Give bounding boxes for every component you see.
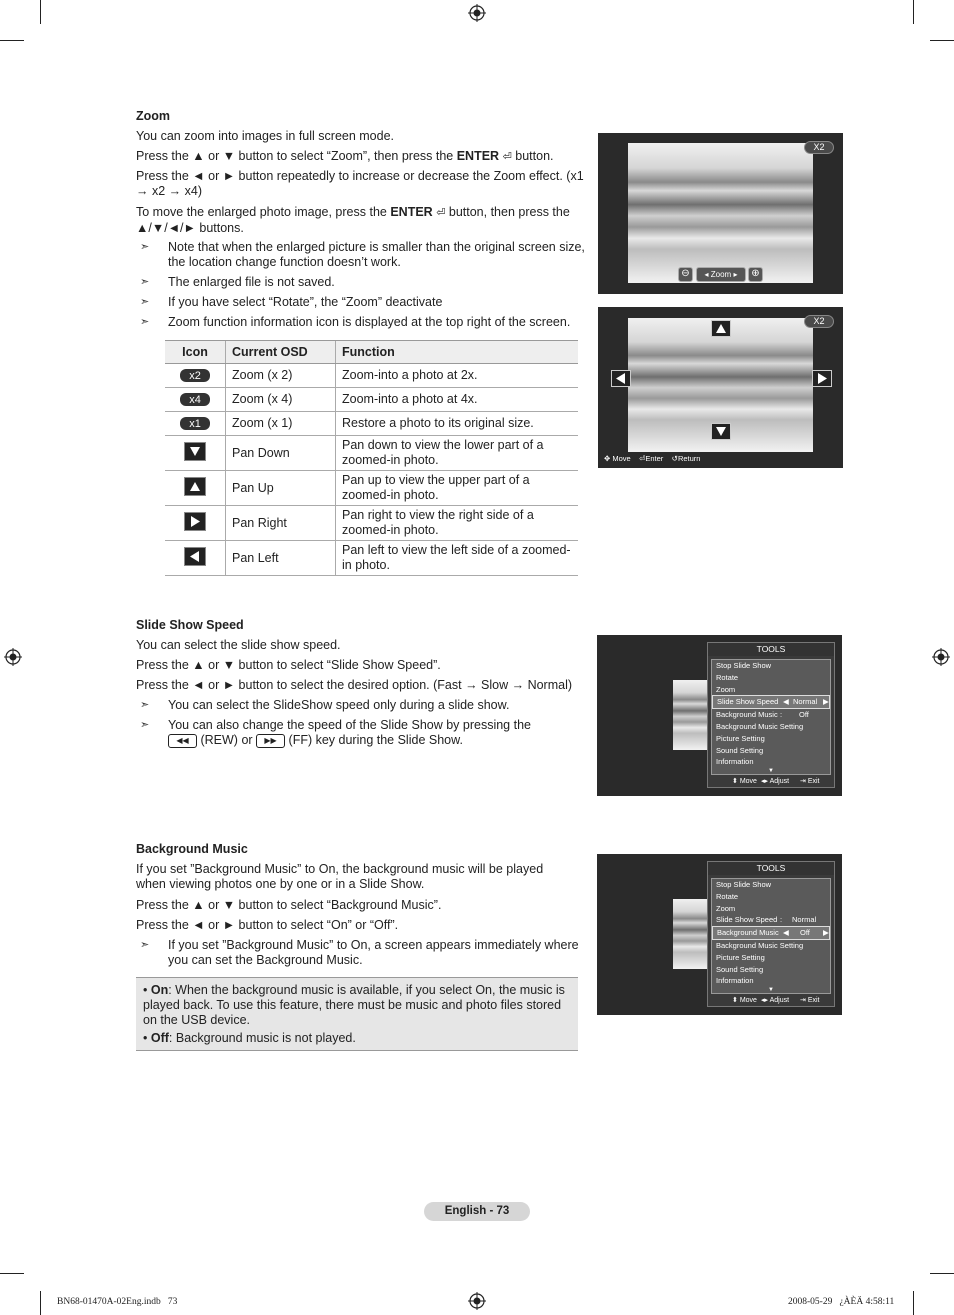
tools-exit	[800, 996, 820, 1004]
tools-move	[732, 777, 757, 785]
note-text: If you set ”Background Music” to On, a screen appears immediately where you can set the Background Music.	[168, 938, 579, 967]
table-cell: Pan Right	[226, 506, 336, 541]
music-value: Off	[799, 710, 809, 720]
slideshow-intro: You can select the slide show speed.	[136, 638, 341, 652]
note-text-part: You can also change the speed of the Slide Show by pressing the	[168, 718, 531, 732]
table-header: Current OSD	[226, 341, 336, 364]
pan-right-icon[interactable]	[812, 370, 832, 387]
tools-item-sound-setting[interactable]: Sound Setting	[716, 964, 764, 974]
table-cell: Zoom-into a photo at 4x.	[336, 388, 579, 412]
tools-list	[711, 659, 831, 775]
music-step-2: Press the ◄ or ► button to select “On” or “Off”.	[136, 918, 399, 932]
enter-label: Enter	[645, 454, 664, 463]
slideshow-screen	[597, 635, 842, 796]
registration-mark-icon	[932, 648, 950, 666]
music-intro: If you set ”Background Music” to On, the background music will be played when viewing photos one by one or in a Slide Show.	[136, 862, 544, 891]
table-row	[165, 471, 578, 506]
exit-icon: ⇥	[800, 778, 806, 785]
zoom-heading: Zoom	[136, 109, 171, 123]
enter-icon: ⏎	[436, 207, 446, 219]
note-arrow-icon: ➣	[140, 316, 150, 328]
item-left-arrow-icon: ◀	[783, 928, 789, 938]
tools-move	[732, 996, 757, 1004]
table-header: Function	[336, 341, 579, 364]
crop-mark	[913, 0, 914, 24]
tools-adjust	[761, 996, 789, 1004]
note-arrow-icon: ➣	[140, 699, 150, 711]
tools-item-sound-setting[interactable]: Sound Setting	[716, 745, 764, 755]
tools-exit	[800, 777, 820, 785]
item-label: Background Music	[717, 928, 779, 938]
zoom-step-1	[136, 149, 586, 165]
page-number: English - 73	[424, 1202, 530, 1221]
crop-mark	[913, 1291, 914, 1315]
zoom-x2-icon: x2	[180, 369, 210, 382]
zoom-screen-2	[598, 307, 843, 468]
note-text: Note that when the enlarged picture is smaller than the original screen size, the location change function doesn’t work.	[168, 240, 585, 269]
tools-item-background-music[interactable]	[712, 709, 830, 721]
option-label: Off	[150, 1031, 169, 1045]
tools-item-slide-show-speed[interactable]	[712, 914, 830, 926]
enter-label: ENTER	[456, 149, 500, 163]
registration-mark-icon	[4, 648, 22, 666]
note-text-part: (REW) or	[200, 733, 253, 747]
item-label: Slide Show Speed	[717, 697, 779, 707]
music-step-1: Press the ▲ or ▼ button to select “Background Music”.	[136, 898, 442, 912]
zoom-label-box	[696, 267, 746, 282]
zoom-step-3-text: To move the enlarged photo image, press the	[136, 205, 391, 219]
zoom-out-icon[interactable]: ⊖	[678, 267, 693, 282]
table-cell: Pan up to view the upper part of a zoomed-in photo.	[336, 471, 579, 506]
tools-menu	[707, 642, 835, 788]
zoom-level-badge: X2	[804, 141, 834, 154]
speed-value: Normal	[793, 697, 818, 707]
exit-label: Exit	[807, 778, 820, 785]
zoom-bar-label: Zoom	[710, 270, 732, 279]
left-right-icon: ◂▸	[761, 997, 769, 1004]
down-arrow-icon	[184, 442, 206, 461]
table-row	[165, 436, 578, 471]
tools-adjust	[761, 777, 789, 785]
move-icon: ✥	[604, 454, 611, 463]
table-cell: Pan Down	[226, 436, 336, 471]
table-cell: Pan left to view the left side of a zoomed-in photo.	[336, 541, 579, 576]
music-heading: Background Music	[136, 842, 248, 856]
zoom-step-1-text: Press the ▲ or ▼ button to select “Zoom”, then press the	[136, 149, 457, 163]
adjust-label: Adjust	[769, 997, 790, 1004]
option-off: • Off: Background music is not played.	[143, 1031, 356, 1045]
option-text: : Background music is not played.	[168, 1031, 356, 1045]
table-cell: Pan Left	[226, 541, 336, 576]
exit-icon: ⇥	[800, 997, 806, 1004]
table-cell: Pan down to view the lower part of a zoomed-in photo.	[336, 436, 579, 471]
zoom-step-2: Press the ◄ or ► button repeatedly to increase or decrease the Zoom effect. (x1 → x2 → x4)	[136, 169, 584, 198]
move-label: Move	[739, 778, 757, 785]
file-name: BN68-01470A-02Eng.indb 73	[57, 1297, 178, 1307]
item-label: Slide Show Speed	[716, 915, 778, 925]
note-text: Zoom function information icon is displayed at the top right of the screen.	[168, 315, 571, 329]
photo	[673, 680, 707, 750]
screen-footer	[604, 454, 700, 463]
item-label: Background Music	[716, 710, 778, 720]
table-row	[165, 412, 578, 436]
left-right-icon: ◂▸	[761, 778, 769, 785]
tools-item-information[interactable]: Information	[716, 757, 754, 767]
note-arrow-icon: ➣	[140, 241, 150, 253]
photo	[673, 899, 707, 969]
item-separator: :	[780, 710, 783, 720]
table-cell: Pan right to view the right side of a zoomed-in photo.	[336, 506, 579, 541]
tools-item-slide-show-speed[interactable]	[712, 695, 830, 709]
music-value: Off	[800, 928, 810, 938]
small-right-arrow-icon: ▸	[731, 270, 738, 279]
zoom-step-1-end: button.	[511, 149, 554, 163]
table-cell: Zoom (x 4)	[226, 388, 336, 412]
note-arrow-icon: ➣	[140, 939, 150, 951]
crop-mark	[40, 1291, 41, 1315]
table-cell: Pan Up	[226, 471, 336, 506]
tools-item-picture-setting[interactable]: Picture Setting	[716, 952, 765, 962]
zoom-x1-icon: x1	[180, 417, 210, 430]
zoom-step-3-end: button, then press the ▲/▼/◄/► buttons.	[136, 205, 570, 235]
note-text-part: (FF) key during the Slide Show.	[288, 733, 463, 747]
right-arrow-icon	[184, 512, 206, 531]
tools-item-stop-slide-show[interactable]: Stop Slide Show	[716, 880, 772, 889]
tools-item-information[interactable]: Information	[716, 976, 754, 986]
up-down-icon: ⬍	[732, 778, 738, 785]
enter-icon: ⏎	[639, 454, 646, 463]
return-label: Return	[677, 454, 701, 463]
table-cell: Zoom-into a photo at 2x.	[336, 364, 579, 388]
exit-label: Exit	[807, 997, 820, 1004]
enter-label: ENTER	[390, 205, 433, 219]
scroll-down-icon[interactable]: ▼	[768, 987, 774, 994]
pan-left-icon[interactable]	[611, 370, 631, 387]
music-screen	[597, 854, 842, 1015]
registration-mark-icon	[468, 1292, 486, 1310]
registration-mark-icon	[468, 4, 486, 22]
note-text: The enlarged file is not saved.	[168, 275, 335, 289]
crop-mark	[930, 40, 954, 41]
left-arrow-icon	[184, 547, 206, 566]
crop-mark	[0, 40, 24, 41]
tools-title: TOOLS	[708, 862, 834, 875]
music-options-box	[136, 977, 578, 1051]
table-row	[165, 364, 578, 388]
return-icon: ↺	[671, 454, 678, 463]
zoom-in-icon[interactable]: ⊕	[748, 267, 763, 282]
table-cell: Zoom (x 1)	[226, 412, 336, 436]
zoom-intro: You can zoom into images in full screen mode.	[136, 129, 395, 143]
up-arrow-icon	[184, 477, 206, 496]
slideshow-heading: Slide Show Speed	[136, 618, 244, 632]
tools-item-zoom[interactable]: Zoom	[716, 903, 736, 913]
item-right-arrow-icon: ▶	[823, 697, 829, 707]
tools-item-background-music-setting[interactable]: Background Music Setting	[716, 940, 804, 950]
crop-mark	[930, 1273, 954, 1274]
tools-list	[711, 878, 831, 994]
table-row	[165, 388, 578, 412]
table-header: Icon	[165, 341, 226, 364]
note-arrow-icon: ➣	[140, 276, 150, 288]
table-cell: Restore a photo to its original size.	[336, 412, 579, 436]
tools-item-background-music-setting[interactable]: Background Music Setting	[716, 721, 804, 731]
tools-title: TOOLS	[708, 643, 834, 656]
slideshow-step-2: Press the ◄ or ► button to select the desired option. (Fast → Slow → Normal)	[136, 678, 573, 692]
tools-item-rotate[interactable]: Rotate	[716, 891, 739, 901]
option-label: On	[150, 983, 169, 997]
zoom-x4-icon: x4	[180, 393, 210, 406]
crop-mark	[40, 0, 41, 24]
tools-menu	[707, 861, 835, 1007]
option-on: • On: When the background music is available, if you select On, the music is played back. To use this feature, there must be music and photo files stored on the USB device.	[143, 983, 565, 1027]
tools-item-rotate[interactable]: Rotate	[716, 672, 739, 682]
speed-value: Normal	[792, 915, 817, 925]
table-cell: Zoom (x 2)	[226, 364, 336, 388]
photo	[628, 143, 813, 283]
adjust-label: Adjust	[769, 778, 790, 785]
item-right-arrow-icon: ▶	[823, 928, 829, 938]
zoom-table	[165, 340, 578, 576]
table-row	[165, 541, 578, 576]
pan-up-icon[interactable]	[711, 320, 731, 337]
option-text: : When the background music is available, if you select On, the music is played back. To use this feature, there must be music and photo files stored on the USB device.	[143, 983, 565, 1027]
pan-down-icon[interactable]	[711, 423, 731, 440]
enter-icon: ⏎	[502, 151, 512, 163]
up-down-icon: ⬍	[732, 997, 738, 1004]
tools-item-zoom[interactable]: Zoom	[716, 684, 736, 694]
scroll-down-icon[interactable]: ▼	[768, 768, 774, 775]
zoom-control-bar	[678, 266, 768, 281]
tools-item-picture-setting[interactable]: Picture Setting	[716, 733, 765, 743]
item-left-arrow-icon: ◀	[783, 697, 789, 707]
zoom-step-3	[136, 205, 586, 236]
rewind-icon: ◀◀	[168, 734, 197, 748]
item-separator: :	[780, 915, 783, 925]
small-left-arrow-icon: ◂	[704, 270, 711, 279]
print-timestamp: 2008-05-29 ¿ÀÈÄ 4:58:11	[788, 1297, 895, 1307]
zoom-level-badge: X2	[804, 315, 834, 328]
tools-item-stop-slide-show[interactable]: Stop Slide Show	[716, 661, 772, 670]
note-text: If you have select “Rotate”, the “Zoom” deactivate	[168, 295, 443, 309]
tools-item-background-music[interactable]	[712, 926, 830, 940]
move-label: Move	[612, 454, 631, 463]
fast-forward-icon: ▶▶	[256, 734, 285, 748]
note-arrow-icon: ➣	[140, 719, 150, 731]
note-text	[168, 718, 598, 748]
move-label: Move	[739, 997, 757, 1004]
note-arrow-icon: ➣	[140, 296, 150, 308]
note-text: You can select the SlideShow speed only during a slide show.	[168, 698, 510, 712]
zoom-screen-1	[598, 133, 843, 294]
slideshow-step-1: Press the ▲ or ▼ button to select “Slide Show Speed”.	[136, 658, 441, 672]
table-row	[165, 506, 578, 541]
crop-mark	[0, 1273, 24, 1274]
